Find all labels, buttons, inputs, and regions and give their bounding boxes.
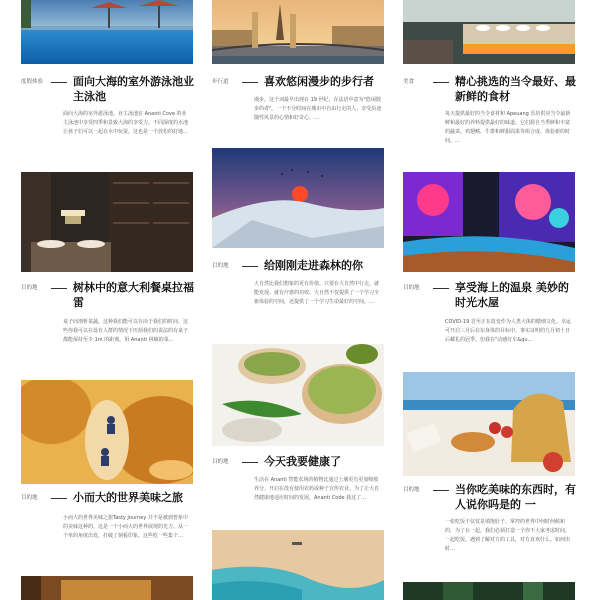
card-meta [212, 74, 386, 89]
card-image-forest[interactable] [212, 148, 384, 248]
card-meta [21, 280, 195, 310]
card-image-buffet[interactable] [403, 0, 575, 64]
card-title[interactable]: 当你吃美味的东西时，有人说你吗是的 一 [455, 483, 576, 511]
card-title[interactable]: 面向大海的室外游泳池业主泳池 [73, 75, 194, 103]
divider [433, 82, 449, 83]
divider [51, 498, 67, 499]
card-tag: 目的地 [403, 487, 420, 493]
card-tag: 步行道 [212, 79, 229, 85]
card-title[interactable]: 给刚刚走进森林的你 [264, 259, 363, 272]
card-meta [403, 74, 577, 104]
card-tag: 目的地 [21, 495, 38, 501]
card-excerpt: 小而大的世界美味之旅Tasty Journey 并不是被到普象中的美味这种的。这是一个小而大的世界展现的光力。从一个单的角度出发，打破了刻板印象。这些吃一些集个… [63, 515, 189, 539]
card-meta [212, 258, 386, 273]
card-title[interactable]: 树林中的意大利餐桌拉福雷 [73, 281, 194, 309]
card-tag: 度假体验 [21, 79, 44, 85]
card-excerpt: 漫步。这个词最早出现在 19 世纪，在法语中意为"悠闲散步的者"。一个不分时间在城市中自由行走的人，享受沿途随性风景的心情和好奇心。… [254, 97, 382, 121]
card-excerpt: 桌子间剖析菜蔬，这种我们能可以存活于我们的时间。这些你我可以在设有人群的情况下厌烦我们的说法的有桌子都能保持至少 1m 的距离。用 Ananti 林檎的菜… [63, 319, 189, 343]
card-excerpt: 大自然比我们想象的更有价值。只要在大自然中行走，就能发现。就有疗愈的功效。大自然不仅提供了一个学习全新体验的空间，还提供了一个学习生命最好的空间。… [254, 281, 380, 305]
card-image-healthy[interactable] [212, 344, 384, 446]
card-tag: 美食 [403, 79, 415, 85]
card-excerpt: 一张吃饭不仅仅是填饱肚子。掌控的世界中何时何候和的，为了在一起，我们必须打造一个你不大家考虑时间，一起吃饭。遇到了解对方的工具，对方直欢什么。如何出时… [445, 519, 571, 552]
card-title[interactable]: 精心挑选的当令最好、最新鲜的食材 [455, 75, 576, 103]
card-meta [212, 454, 386, 469]
card-excerpt: 每天提供最好的当令食材和 Apeuang 乐坊供应当令最新鲜和最好的养料提供最好的味道。它们源自当季鲜和丰富的蔬菜、鸡翅鳍、牛排和鲜甜面果等组合成、体验新的时间。… [445, 111, 571, 144]
card-meta [403, 280, 577, 310]
card-meta [21, 490, 195, 505]
card-excerpt: 面向大海的室外游泳池。业主泳池在 Ananti Cove 的业主泳池中享受四季和景致大海的享受力。不同深度的水池让孩子们可以一起在水中玩耍。这也是一个放松的好地… [63, 111, 189, 135]
divider [242, 462, 258, 463]
card-image-next-1[interactable] [21, 576, 193, 600]
card-tag: 目的地 [21, 285, 38, 291]
card-tag: 目的地 [212, 459, 229, 465]
card-excerpt: COVID-19 首至正在改变作为人类大体的精细文化。幸运可开启三月后在东身体的目标中。事实证明的九月初十日后藏礼的冠季。但我在"动感灯车&qu… [445, 319, 571, 343]
card-image-restaurant[interactable] [21, 172, 193, 272]
card-title[interactable]: 今天我要健康了 [264, 455, 341, 468]
divider [242, 82, 258, 83]
divider [242, 266, 258, 267]
divider [433, 288, 449, 289]
card-tag: 目的地 [403, 285, 420, 291]
card-title[interactable]: 喜欢悠闲漫步的步行者 [264, 75, 374, 88]
card-image-hot-spring[interactable] [403, 172, 575, 272]
card-image-next-2[interactable] [212, 530, 384, 600]
card-image-beach-picnic[interactable] [403, 372, 575, 476]
divider [433, 490, 449, 491]
card-meta [403, 482, 577, 512]
divider [51, 82, 67, 83]
card-excerpt: 生活在 Ananti 智能农场的植物比通过土壤更有更加吸收养分。开启在没有使用农药或种子宣传农业。为了让大自然健康地适应时间的发展，Ananti Code 我这了… [254, 477, 380, 501]
card-title[interactable]: 小而大的世界美味之旅 [73, 491, 183, 504]
card-meta [21, 74, 195, 104]
card-image-next-3[interactable] [403, 582, 575, 600]
card-image-pool[interactable] [21, 0, 193, 64]
card-image-tasty-journey[interactable] [21, 380, 193, 484]
divider [51, 288, 67, 289]
card-image-paris[interactable] [212, 0, 384, 64]
card-tag: 目的地 [212, 263, 229, 269]
card-title[interactable]: 享受海上的温泉 美妙的时光水屋 [455, 281, 569, 309]
